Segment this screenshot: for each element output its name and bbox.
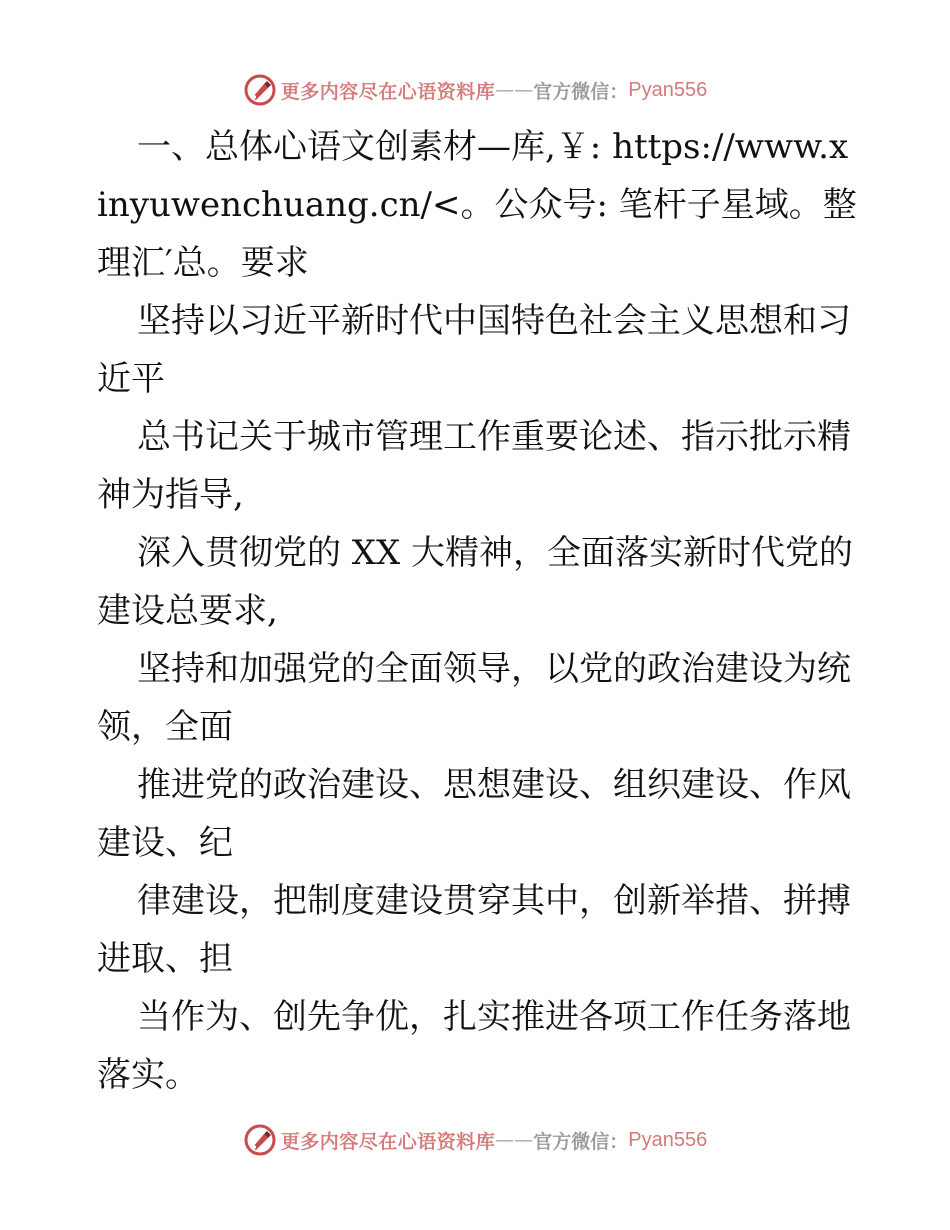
watermark-dash: —— [495,79,534,101]
watermark-main-text: 更多内容尽在心语资料库 [280,1130,496,1153]
paragraph-2: 坚持以习近平新时代中国特色社会主义思想和习近平 [97,301,851,399]
pen-seal-logo-icon [243,73,277,107]
paragraph-1: 一、总体心语文创素材—库,￥: https://www.xinyuwenchuang.cn/<。公众号: 笔杆子星域。整理汇′总。要求 [97,127,857,283]
header-watermark [0,70,950,110]
watermark-wechat-label: 官方微信： [533,80,629,103]
paragraph-6: 推进党的政治建设、思想建设、组织建设、作风建设、纪 [97,765,851,863]
pen-seal-logo-icon [243,1123,277,1157]
watermark-wechat-id: Pyan556 [628,1128,708,1151]
paragraph-4: 深入贯彻党的 XX 大精神，全面落实新时代党的建设总要求, [97,533,854,631]
paragraph-3: 总书记关于城市管理工作重要论述、指示批示精神为指导, [97,417,851,515]
watermark-dash: —— [495,1129,534,1151]
paragraph-5: 坚持和加强党的全面领导，以党的政治建设为统领，全面 [97,649,851,747]
paragraph-8: 当作为、创先争优，扎实推进各项工作任务落地落实。 [97,997,851,1095]
watermark-wechat-id: Pyan556 [628,78,708,101]
watermark-wechat-label: 官方微信： [533,1130,629,1153]
paragraph-7: 律建设，把制度建设贯穿其中，创新举措、拼搏进取、担 [97,881,851,979]
footer-watermark [0,1120,950,1160]
watermark-main-text: 更多内容尽在心语资料库 [280,80,496,103]
document-body [97,118,857,1104]
